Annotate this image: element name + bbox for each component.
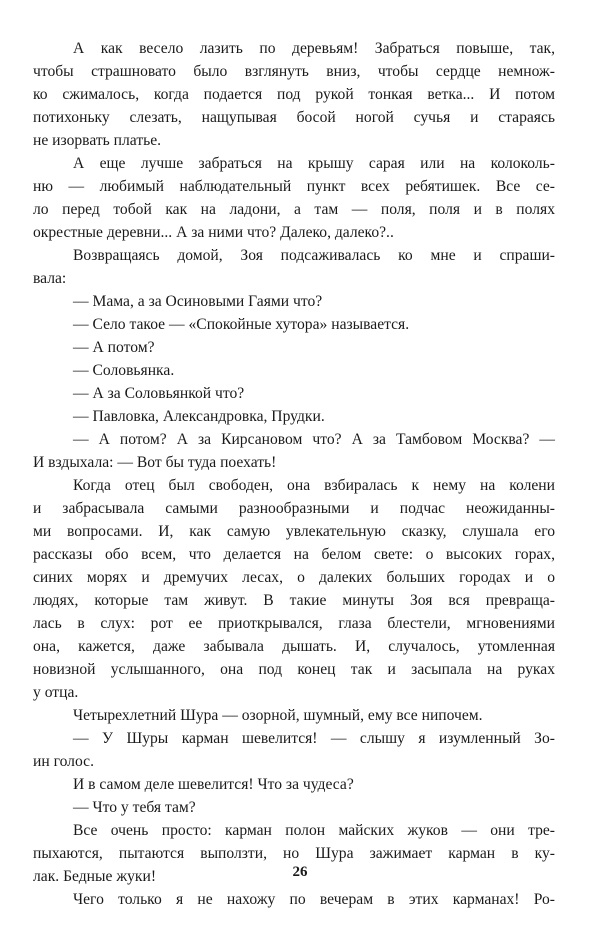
text-line: и забрасывала самыми разнообразными и подчас неожиданны- <box>33 500 555 517</box>
text-line: А как весело лазить по деревьям! Забраться повыше, так, <box>73 40 555 57</box>
text-line: лась в слух: рот ее приоткрывался, глаза блестели, мгновениями <box>33 615 555 632</box>
text-line: А еще лучше забраться на крышу сарая или на колоколь- <box>73 155 555 172</box>
text-line: — А потом? <box>73 339 155 356</box>
text-line: новизной услышанного, она под конец так и засыпала на руках <box>33 661 555 678</box>
text-line: потихоньку слезать, нащупывая босой ногой сучья и стараясь <box>33 109 555 126</box>
text-line: Четырехлетний Шура — озорной, шумный, ему все нипочем. <box>73 707 483 724</box>
text-line: ми вопросами. И, как самую увлекательную сказку, слушала его <box>33 523 555 540</box>
text-line: — Что у тебя там? <box>73 799 196 816</box>
text-line: ко сжималось, когда подается под рукой тонкая ветка... И потом <box>33 86 555 103</box>
text-line: — Мама, а за Осиновыми Гаями что? <box>73 293 323 310</box>
body-text <box>33 37 555 911</box>
page-number: 26 <box>292 864 308 880</box>
text-line: Возвращаясь домой, Зоя подсаживалась ко мне и спраши- <box>73 247 555 264</box>
text-line: не изорвать платье. <box>33 132 162 149</box>
text-line: И вздыхала: — Вот бы туда поехать! <box>33 454 277 471</box>
text-line: ин голос. <box>33 753 94 770</box>
text-line: Чего только я не нахожу по вечерам в этих карманах! Ро- <box>73 891 555 908</box>
text-line: — У Шуры карман шевелится! — слышу я изумленный Зо- <box>73 730 555 747</box>
text-line: у отца. <box>33 684 79 701</box>
text-line: людях, которые там живут. В такие минуты Зоя вся превраща- <box>33 592 555 609</box>
text-line: Все очень просто: карман полон майских жуков — они тре- <box>73 822 555 839</box>
text-line: рассказы обо всем, что делается на белом свете: о высоких горах, <box>33 546 555 563</box>
text-line: ло перед тобой как на ладони, а там — поля, поля и в полях <box>33 201 555 218</box>
text-line: И в самом деле шевелится! Что за чудеса? <box>73 776 354 793</box>
text-line: окрестные деревни... А за ними что? Далеко, далеко?.. <box>33 224 394 241</box>
text-line: пыхаются, пытаются выползти, но Шура зажимает карман в ку- <box>33 845 555 862</box>
text-line: — А за Соловьянкой что? <box>73 385 245 402</box>
text-line: синих морях и дремучих лесах, о далеких больших городах и о <box>33 569 555 586</box>
text-line: — Павловка, Александровка, Прудки. <box>73 408 325 425</box>
text-line: вала: <box>33 270 67 287</box>
text-line: Когда отец был свободен, она взбиралась к нему на колени <box>73 477 555 494</box>
text-line: она, кажется, даже забывала дышать. И, случалось, утомленная <box>33 638 555 655</box>
text-line: — А потом? А за Кирсановом что? А за Тамбовом Москва? — <box>73 431 555 448</box>
text-line: — Село такое — «Спокойные хутора» называется. <box>73 316 410 333</box>
text-line: — Соловьянка. <box>73 362 175 379</box>
text-line: лак. Бедные жуки! <box>33 868 157 885</box>
text-line: чтобы страшновато было взглянуть вниз, чтобы сердце немнож- <box>33 63 555 80</box>
text-line: ню — любимый наблюдательный пункт всех ребятишек. Все се- <box>33 178 555 195</box>
